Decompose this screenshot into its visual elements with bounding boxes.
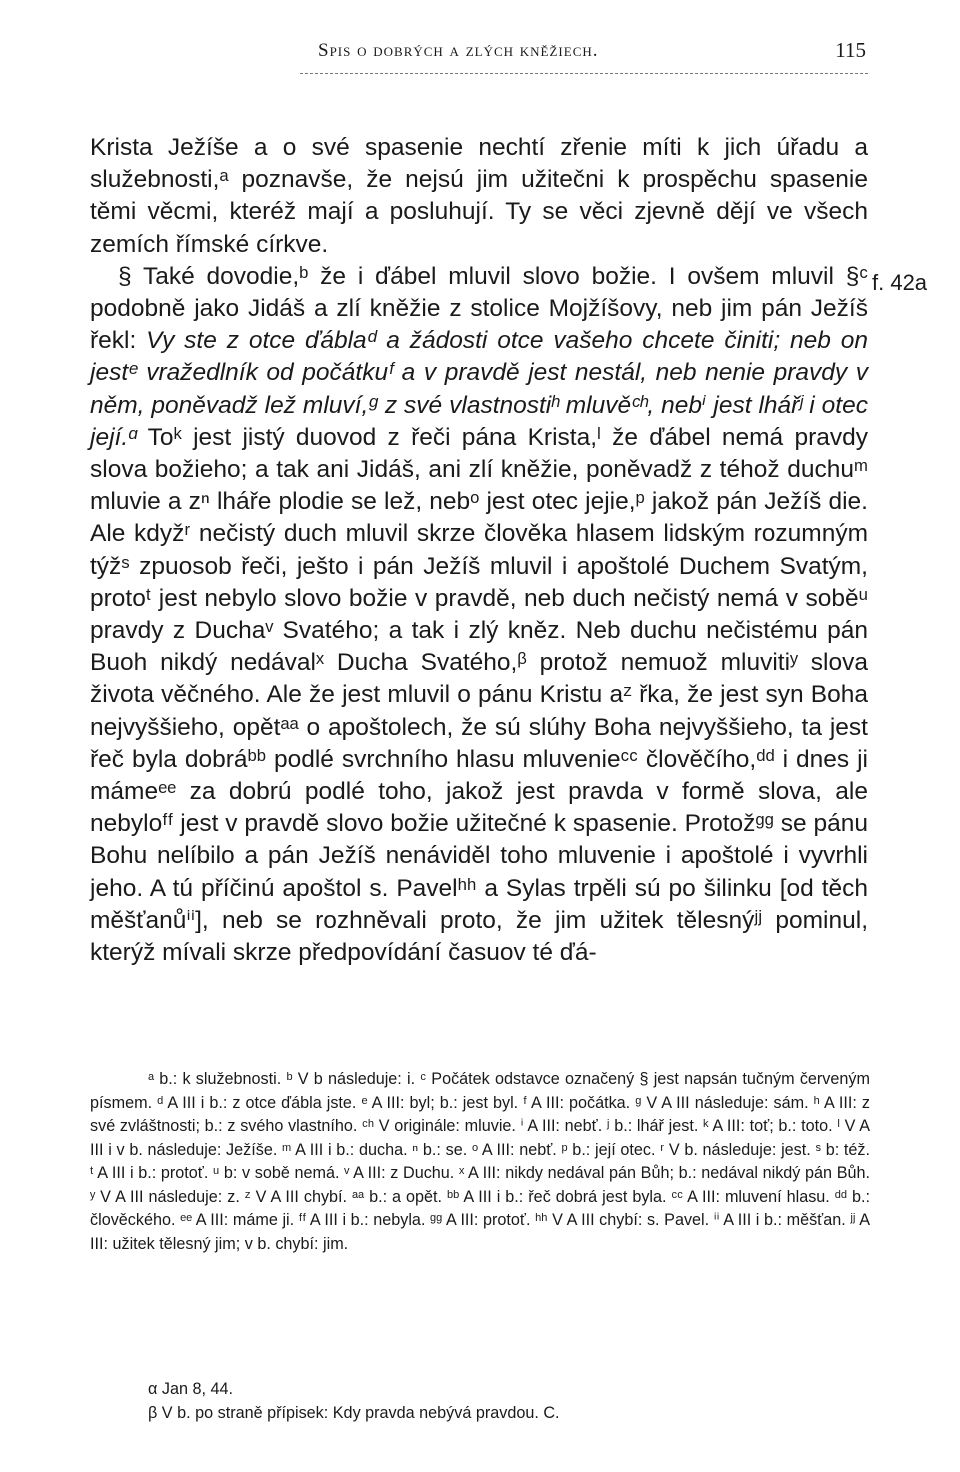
paragraph-2-intro: § Také dovodie,ᵇ že i ďábel mluvil slovo božie. I ovšem mluvil §ᶜ podobně jako Jidáš a zlí kněžie z stolice Mojžíšovy, neb jim pán Ježíš řekl: xyxy=(90,262,868,355)
paragraph-2-rest: Toᵏ jest jistý duovod z řeči pána Krista,ˡ že ďábel nemá pravdy slova božieho; a tak ani Jidáš, ani zlí kněžie, poněvadž z téhož duchuᵐ mluvie a zⁿ lháře plodie se lež, nebᵒ jest otec jejie,ᵖ jakož pán Ježíš die. Ale kdyžʳ nečistý duch mluvil skrze člověka hlasem lidským rozumným týžˢ zpuosob řeči, ješto i pán Ježíš mluvil i apoštolé Duchem Svatým, protoᵗ jest nebylo slovo božie v pravdě, neb duch nečistý nemá v soběᵘ pravdy z Duchaᵛ Svatého; a tak i zlý kněz. Neb duchu nečistému pán Buoh nikdý nedávalˣ Ducha Svatého,ᵝ protož nemuož mluvitiʸ slova života věčného. Ale že jest mluvil o pánu Kristu aᶻ řka, že jest syn Boha nejvyššieho, opětᵃᵃ o apoštolech, že sú slúhy Boha nejvyššieho, ta jest řeč byla dobráᵇᵇ podlé svrchního hlasu mluvenieᶜᶜ člověčího,ᵈᵈ i dnes ji mámeᵉᵉ za dobrú podlé toho, jakož jest pravda v formě slova, ale nebyloᶠᶠ jest v pravdě slovo božie užitečné k spasenie. Protožᵍᵍ se pánu Bohu nelíbilo a pán Ježíš nenáviděl toho mluvenie i apoštolé i vyvrhli jeho. A tú příčinú apoštol s. Pavelʰʰ a Sylas trpěli sú po šilinku [od těch měšťanůⁱⁱ], neb se rozhněvali proto, že jim užitek tělesnýʲʲ pominul, kterýž mívali skrze předpovídání časuov té ďá- xyxy=(90,423,868,967)
footnotes-text: ᵃ b.: k služebnosti. ᵇ V b následuje: i. ᶜ Počátek odstavce označený § jest napsán tučným červeným písmem. ᵈ A III i b.: z otce ďábla jste. ᵉ A III: byl; b.: jest byl. ᶠ A III: počátka. ᵍ V A III následuje: sám. ʰ A III: z své zvláštnosti; b.: z svého vlastního. ᶜʰ V originále: mluvie. ⁱ A III: nebť. ʲ b.: lhář jest. ᵏ A III: toť; b.: toto. ˡ V A III i v b. následuje: Ježíše. ᵐ A III i b.: ducha. ⁿ b.: se. ᵒ A III: nebť. ᵖ b.: její otec. ʳ V b. následuje: jest. ˢ b: též. ᵗ A III i b.: protoť. ᵘ b: v sobě nemá. ᵛ A III: z Duchu. ˣ A III: nikdy nedával pán Bůh; b.: nedával nikdý pán Bůh. ʸ V A III následuje: z. ᶻ V A III chybí. ᵃᵃ b.: a opět. ᵇᵇ A III i b.: řeč dobrá jest byla. ᶜᶜ A III: mluvení hlasu. ᵈᵈ b.: člověckého. ᵉᵉ A III: máme ji. ᶠᶠ A III i b.: nebyla. ᵍᵍ A III: protoť. ʰʰ V A III chybí: s. Pavel. ⁱⁱ A III i b.: měšťan. ʲʲ A III: užitek tělesný jim; v b. chybí: jim. xyxy=(90,1070,870,1253)
paragraph-2 xyxy=(90,261,868,969)
running-title: Spis o dobrých a zlých kněžiech. xyxy=(318,40,599,61)
margin-folio: f. 42a xyxy=(872,270,928,295)
header-rule xyxy=(300,73,868,74)
main-text xyxy=(90,132,868,969)
paragraph-1: Krista Ježíše a o své spasenie nechtí zřenie míti k jich úřadu a služebnosti,ᵃ poznavše, že nejsú jim užitečni k prospěchu spasenie těmi věcmi, kteréž mají a posluhují. Ty se věci zjevně dějí ve všech zemích římské církve. xyxy=(90,134,868,258)
reference-beta: β V b. po straně přípisek: Kdy pravda nebývá pravdou. C. xyxy=(148,1404,560,1422)
reference-alpha: α Jan 8, 44. xyxy=(148,1380,233,1398)
footnotes xyxy=(90,1068,870,1256)
page-number: 115 xyxy=(835,38,866,62)
references xyxy=(148,1377,868,1425)
scripture-quote: Vy ste z otce ďáblaᵈ a žádosti otce vašeho chcete činiti; neb on jestᵉ vražedlník od počátkuᶠ a v pravdě jest nestál, neb nenie pravdy v něm, poněvadž lež mluví,ᵍ z své vlastnostiʰ mluvěᶜʰ, nebⁱ jest lhářʲ i otec její.ᵅ xyxy=(90,327,868,451)
